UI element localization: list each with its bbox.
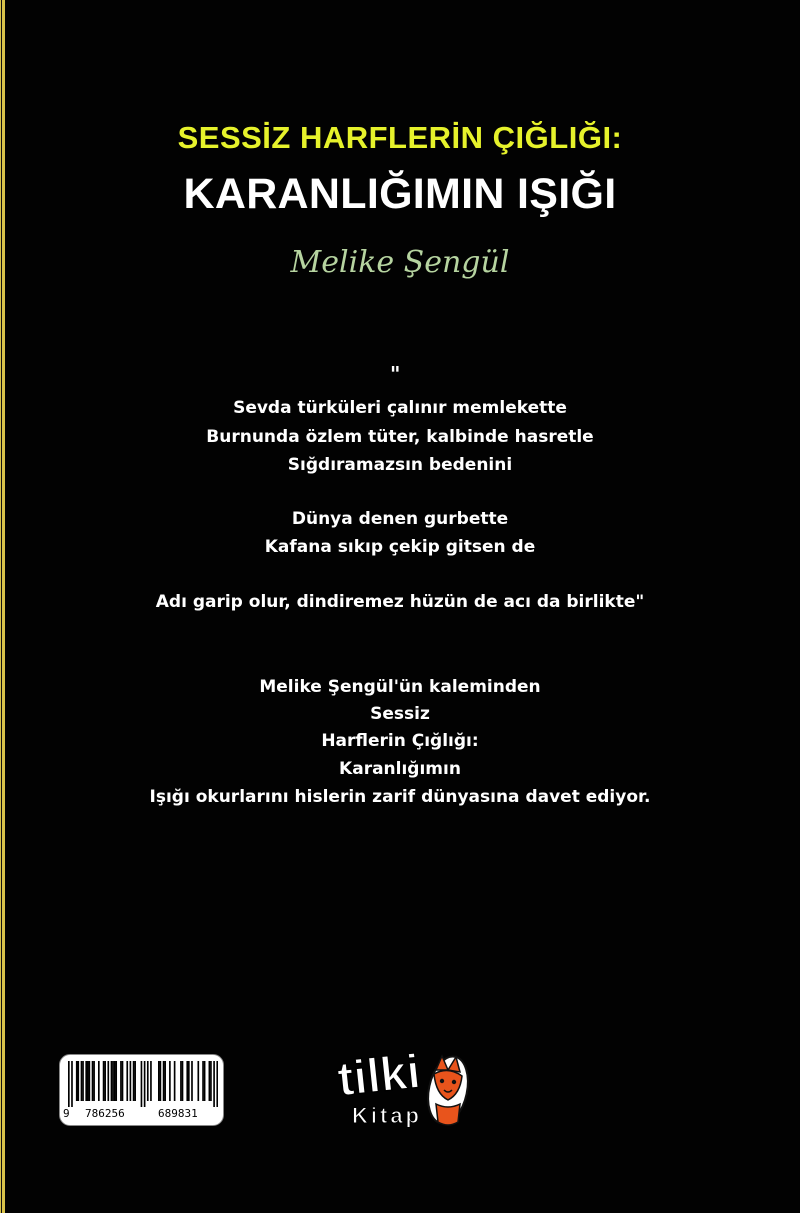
blurb-line: Sessiz bbox=[370, 704, 430, 724]
opening-quote-mark: " bbox=[390, 362, 401, 386]
barcode-bar bbox=[147, 1061, 149, 1101]
barcode-bar bbox=[92, 1061, 94, 1101]
barcode-bar bbox=[71, 1061, 73, 1107]
barcode-bar bbox=[104, 1061, 106, 1101]
barcode-bar bbox=[210, 1061, 212, 1101]
barcode-bar bbox=[174, 1061, 176, 1101]
barcode-bar bbox=[141, 1061, 143, 1107]
verse-line: Kafana sıkıp çekip gitsen de bbox=[264, 537, 536, 557]
barcode-bar bbox=[188, 1061, 190, 1101]
barcode-bar bbox=[158, 1061, 160, 1101]
verse-line: Sevda türküleri çalınır memlekette bbox=[233, 398, 567, 418]
barcode-bar bbox=[182, 1061, 184, 1101]
blurb-line: Karanlığımın bbox=[339, 759, 461, 779]
barcode-bar bbox=[160, 1061, 162, 1101]
verse-line: Sığdıramazsın bedenini bbox=[287, 455, 513, 475]
isbn-lead-digit: 9 bbox=[63, 1107, 70, 1120]
blurb-line: Melike Şengül'ün kaleminden bbox=[259, 677, 541, 697]
barcode-bar bbox=[103, 1061, 105, 1101]
blurb-line: Işığı okurlarını hislerin zarif dünyasına davet ediyor. bbox=[149, 787, 651, 807]
barcode-bar bbox=[150, 1061, 152, 1101]
barcode-bar bbox=[186, 1061, 188, 1101]
book-title: KARANLIĞIMIN IŞIĞI bbox=[183, 170, 617, 218]
barcode-bar bbox=[76, 1061, 78, 1101]
blurb-line: Harflerin Çığlığı: bbox=[321, 731, 479, 751]
publisher-logo-top-word: tilki bbox=[335, 1045, 423, 1107]
barcode-bar bbox=[191, 1061, 193, 1101]
barcode-bar bbox=[197, 1061, 199, 1101]
barcode-bar bbox=[120, 1061, 122, 1101]
barcode-bar bbox=[81, 1061, 83, 1101]
barcode-bar bbox=[112, 1061, 114, 1101]
barcode-bar bbox=[93, 1061, 95, 1101]
barcode-bar bbox=[89, 1061, 91, 1101]
barcode-bar bbox=[115, 1061, 117, 1101]
barcode-bar bbox=[68, 1061, 70, 1107]
barcode-bar bbox=[169, 1061, 171, 1101]
barcode-bar bbox=[204, 1061, 206, 1101]
isbn-barcode bbox=[59, 1054, 224, 1126]
barcode-bar bbox=[216, 1061, 218, 1107]
barcode-bar bbox=[164, 1061, 166, 1101]
book-subtitle: SESSİZ HARFLERİN ÇIĞLIĞI: bbox=[177, 120, 623, 155]
barcode-bar bbox=[180, 1061, 182, 1101]
barcode-bar bbox=[144, 1061, 146, 1107]
isbn-right-group: 689831 bbox=[158, 1107, 198, 1120]
publisher-logo bbox=[334, 1040, 476, 1135]
barcode-bars bbox=[68, 1061, 218, 1107]
barcode-bar bbox=[107, 1061, 109, 1101]
barcode-bar bbox=[163, 1061, 165, 1101]
barcode-bar bbox=[111, 1061, 113, 1101]
publisher-logo-bottom-word: Kitap bbox=[352, 1103, 422, 1128]
barcode-bar bbox=[98, 1061, 100, 1101]
verse-line: Burnunda özlem tüter, kalbinde hasretle bbox=[206, 427, 594, 447]
barcode-bar bbox=[134, 1061, 136, 1101]
barcode-bar bbox=[77, 1061, 79, 1101]
barcode-bar bbox=[87, 1061, 89, 1101]
barcode-bar bbox=[209, 1061, 211, 1101]
barcode-bar bbox=[114, 1061, 116, 1101]
author-name: Melike Şengül bbox=[290, 245, 510, 280]
barcode-bar bbox=[82, 1061, 84, 1101]
verse-line: Adı garip olur, dindiremez hüzün de acı da birlikte" bbox=[155, 592, 645, 612]
barcode-bar bbox=[133, 1061, 135, 1101]
barcode-bar bbox=[126, 1061, 128, 1101]
verse-line: Dünya denen gurbette bbox=[291, 509, 509, 529]
fox-mascot-icon bbox=[422, 1053, 473, 1127]
barcode-bar bbox=[85, 1061, 87, 1101]
barcode-bar bbox=[213, 1061, 215, 1107]
barcode-bar bbox=[130, 1061, 132, 1101]
barcode-bar bbox=[202, 1061, 204, 1101]
isbn-left-group: 786256 bbox=[85, 1107, 125, 1120]
barcode-bar bbox=[122, 1061, 124, 1101]
